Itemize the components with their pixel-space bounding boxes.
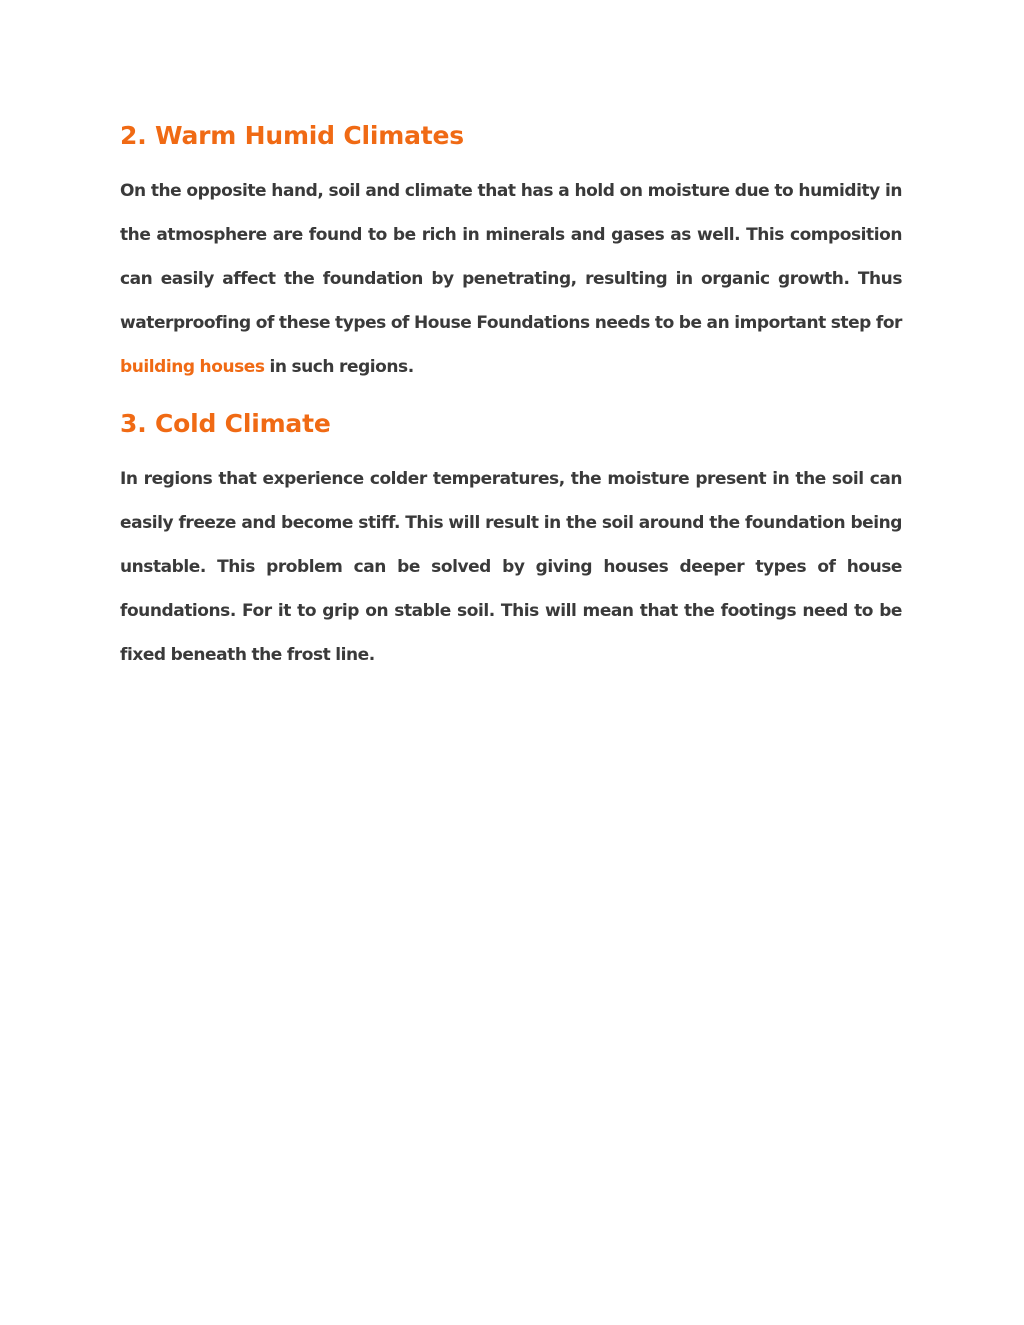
building-houses-link[interactable]: building houses — [120, 357, 265, 377]
document-page — [120, 117, 902, 677]
section-paragraph-warm-humid — [120, 169, 902, 389]
paragraph-text: in such regions. — [264, 357, 414, 377]
section-paragraph-cold-climate: In regions that experience colder temperatures, the moisture present in the soil can easily freeze and become stiff. This will result in the soil around the foundation being unstable. This problem can be solved by giving houses deeper types of house foundations. For it to grip on stable soil. This will mean that the footings need to be fixed beneath the frost line. — [120, 469, 902, 665]
section-heading-warm-humid: 2. Warm Humid Climates — [120, 121, 464, 150]
paragraph-text: On the opposite hand, soil and climate that has a hold on moisture due to humidity in the atmosphere are found to be rich in minerals and gases as well. This composition can easily affect the foundation by penetrating, resulting in organic growth. Thus waterproofing of these types of House Foundations needs to be an important step for — [120, 181, 902, 333]
section-heading-cold-climate: 3. Cold Climate — [120, 409, 331, 438]
